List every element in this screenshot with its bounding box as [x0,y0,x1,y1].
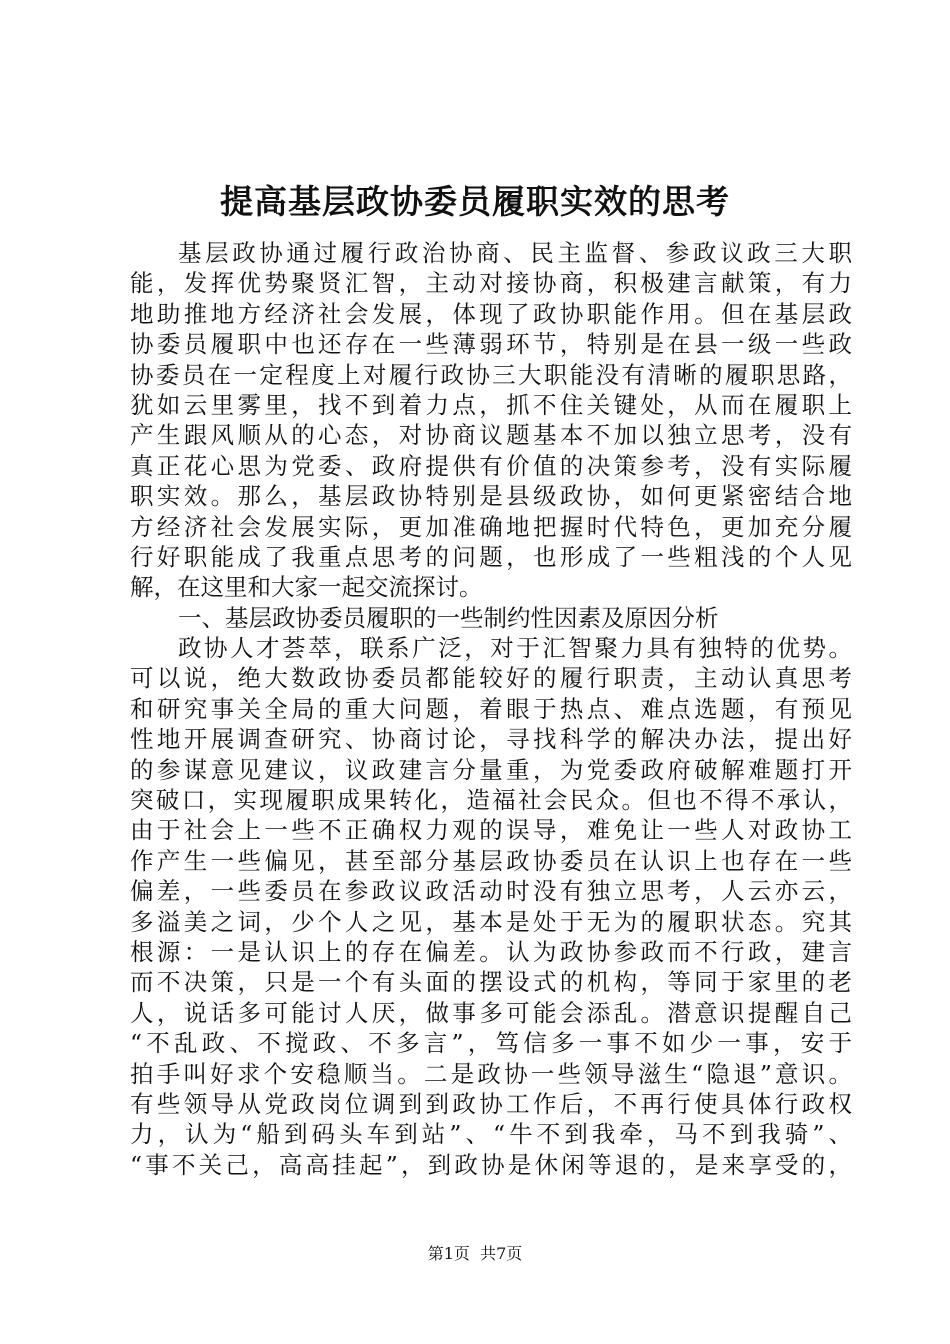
body-line: 拍手叫好求个安稳顺当。二是政协一些领导滋生“隐退”意识。 [130,1059,852,1088]
body-line: “事不关己，高高挂起”，到政协是休闲等退的，是来享受的， [130,1150,852,1179]
body-line: 和研究事关全局的重大问题，着眼于热点、难点选题，有预见 [130,694,852,723]
body-line: 可以说，绝大数政协委员都能较好的履行职责，主动认真思考 [130,664,852,693]
body-line: 性地开展调查研究、协商讨论，寻找科学的解决办法，提出好 [130,725,852,754]
body-line: 能，发挥优势聚贤汇智，主动对接协商，积极建言献策，有力 [130,269,852,298]
body-line: 解，在这里和大家一起交流探讨。 [130,573,483,602]
body-line: 由于社会上一些不正确权力观的误导，难免让一些人对政协工 [130,816,852,845]
body-line: 突破口，实现履职成果转化，造福社会民众。但也不得不承认， [130,786,852,815]
body-line: 偏差，一些委员在参政议政活动时没有独立思考，人云亦云， [130,877,852,906]
section-heading: 一、基层政协委员履职的一些制约性因素及原因分析 [178,603,719,632]
body-line: 有些领导从党政岗位调到到政协工作后，不再行使具体行政权 [130,1089,852,1118]
body-line: 真正花心思为党委、政府提供有价值的决策参考，没有实际履 [130,451,852,480]
body-line: 协委员在一定程度上对履行政协三大职能没有清晰的履职思路， [130,360,852,389]
body-line: 作产生一些偏见，甚至部分基层政协委员在认识上也存在一些 [130,846,852,875]
body-line: 产生跟风顺从的心态，对协商议题基本不加以独立思考，没有 [130,421,852,450]
body-line: 行好职能成了我重点思考的问题，也形成了一些粗浅的个人见 [130,542,852,571]
page-footer: 第1页 共7页 [427,1244,523,1263]
body-line: 人，说话多可能讨人厌，做事多可能会添乱。潜意识提醒自己 [130,998,852,1027]
body-line: 多溢美之词，少个人之见，基本是处于无为的履职状态。究其 [130,907,852,936]
body-line: 根源：一是认识上的存在偏差。认为政协参政而不行政，建言 [130,937,852,966]
body-line: 政协人才荟萃，联系广泛，对于汇智聚力具有独特的优势。 [178,634,852,663]
body-line: 力，认为“船到码头车到站”、“牛不到我牵，马不到我骑”、 [130,1120,852,1149]
body-line: 的参谋意见建议，议政建言分量重，为党委政府破解难题打开 [130,755,852,784]
body-line: 方经济社会发展实际，更加准确地把握时代特色，更加充分履 [130,512,852,541]
body-line: 职实效。那么，基层政协特别是县级政协，如何更紧密结合地 [130,482,852,511]
body-line: 而不决策，只是一个有头面的摆设式的机构，等同于家里的老 [130,968,852,997]
body-line: 基层政协通过履行政治协商、民主监督、参政议政三大职 [178,239,852,267]
body-line: “不乱政、不搅政、不多言”，笃信多一事不如少一事，安于 [130,1029,852,1058]
document-title: 提高基层政协委员履职实效的思考 [220,182,730,221]
document-body [130,238,852,1180]
body-line: 协委员履职中也还存在一些薄弱环节，特别是在县一级一些政 [130,330,852,359]
body-line: 地助推地方经济社会发展，体现了政协职能作用。但在基层政 [130,299,852,328]
body-line: 犹如云里雾里，找不到着力点，抓不住关键处，从而在履职上 [130,390,852,419]
